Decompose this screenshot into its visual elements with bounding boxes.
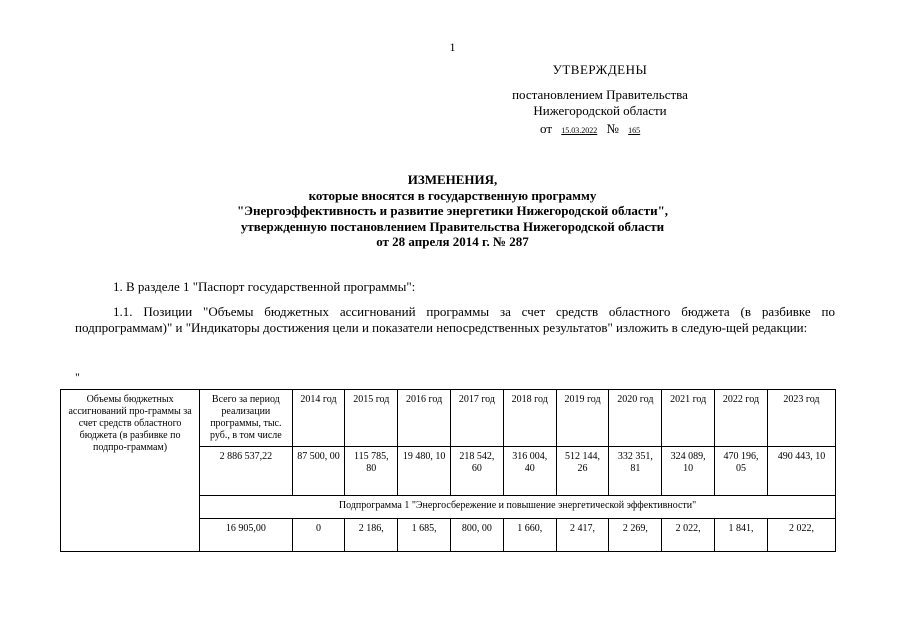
decree-line-1: постановлением Правительства: [512, 87, 688, 102]
value-2017: 218 542, 60: [451, 447, 504, 496]
title-line-5: от 28 апреля 2014 г. № 287: [376, 234, 529, 249]
header-2022: 2022 год: [715, 390, 768, 447]
from-label: от: [540, 121, 553, 136]
decree-reference: [480, 87, 720, 119]
sub-value-2020: 2 269,: [609, 519, 662, 552]
header-2015: 2015 год: [345, 390, 398, 447]
table-header-row: [61, 390, 836, 447]
sub-value-2023: 2 022,: [767, 519, 835, 552]
decree-line-2: Нижегородской области: [533, 103, 667, 118]
header-2014: 2014 год: [292, 390, 345, 447]
header-2019: 2019 год: [556, 390, 609, 447]
header-2023: 2023 год: [767, 390, 835, 447]
header-2020: 2020 год: [609, 390, 662, 447]
value-2021: 324 089, 10: [662, 447, 715, 496]
decree-number: 165: [628, 126, 641, 135]
title-line-1: ИЗМЕНЕНИЯ,: [407, 172, 498, 187]
value-2016: 19 480, 10: [398, 447, 451, 496]
sub-value-2021: 2 022,: [662, 519, 715, 552]
sub-value-2022: 1 841,: [715, 519, 768, 552]
header-2021: 2021 год: [662, 390, 715, 447]
value-2019: 512 144, 26: [556, 447, 609, 496]
sub-value-2014: 0: [292, 519, 345, 552]
title-line-3: "Энергоэффективность и развитие энергетики Нижегородской области",: [236, 203, 669, 218]
row-label-cell: Объемы бюджетных ассигнований про-граммы за счет средств областного бюджета (в разбивке по подпро-граммам): [61, 390, 200, 552]
document-title: [100, 172, 805, 250]
paragraph-1-1: 1.1. Позиции "Объемы бюджетных ассигнований программы за счет средств областного бюджета (в разбивке по подпрограммам)" и "Индикаторы достижения цели и показатели непосредственных результатов" изложить в следую-щей редакции:: [75, 304, 835, 335]
value-2018: 316 004, 40: [503, 447, 556, 496]
total-value: 2 886 537,22: [200, 447, 292, 496]
paragraph-1: 1. В разделе 1 "Паспорт государственной программы":: [113, 279, 416, 294]
sub-value-2019: 2 417,: [556, 519, 609, 552]
approved-heading: УТВЕРЖДЕНЫ: [552, 62, 648, 77]
title-line-2: которые вносятся в государственную программу: [308, 187, 597, 203]
value-2015: 115 785, 80: [345, 447, 398, 496]
number-sign: №: [606, 121, 619, 136]
title-line-4: утвержденную постановлением Правительства Нижегородской области: [240, 218, 665, 234]
header-2016: 2016 год: [398, 390, 451, 447]
page-number: 1: [449, 40, 456, 54]
value-2020: 332 351, 81: [609, 447, 662, 496]
sub-total-value: 16 905,00: [200, 519, 292, 552]
value-2023: 490 443, 10: [767, 447, 835, 496]
sub-value-2015: 2 186,: [345, 519, 398, 552]
header-2018: 2018 год: [503, 390, 556, 447]
header-2017: 2017 год: [451, 390, 504, 447]
sub-value-2018: 1 660,: [503, 519, 556, 552]
decree-date-line: [540, 121, 646, 137]
header-total: Всего за период реализации программы, тыс. руб., в том числе: [200, 390, 292, 447]
value-2022: 470 196, 05: [715, 447, 768, 496]
value-2014: 87 500, 00: [292, 447, 345, 496]
sub-value-2017: 800, 00: [451, 519, 504, 552]
budget-table: [60, 389, 836, 552]
subprogram-label: Подпрограмма 1 "Энергосбережение и повышение энергетической эффективности": [200, 496, 836, 519]
decree-date: 15.03.2022: [561, 126, 598, 135]
opening-quote: ": [75, 370, 80, 384]
sub-value-2016: 1 685,: [398, 519, 451, 552]
